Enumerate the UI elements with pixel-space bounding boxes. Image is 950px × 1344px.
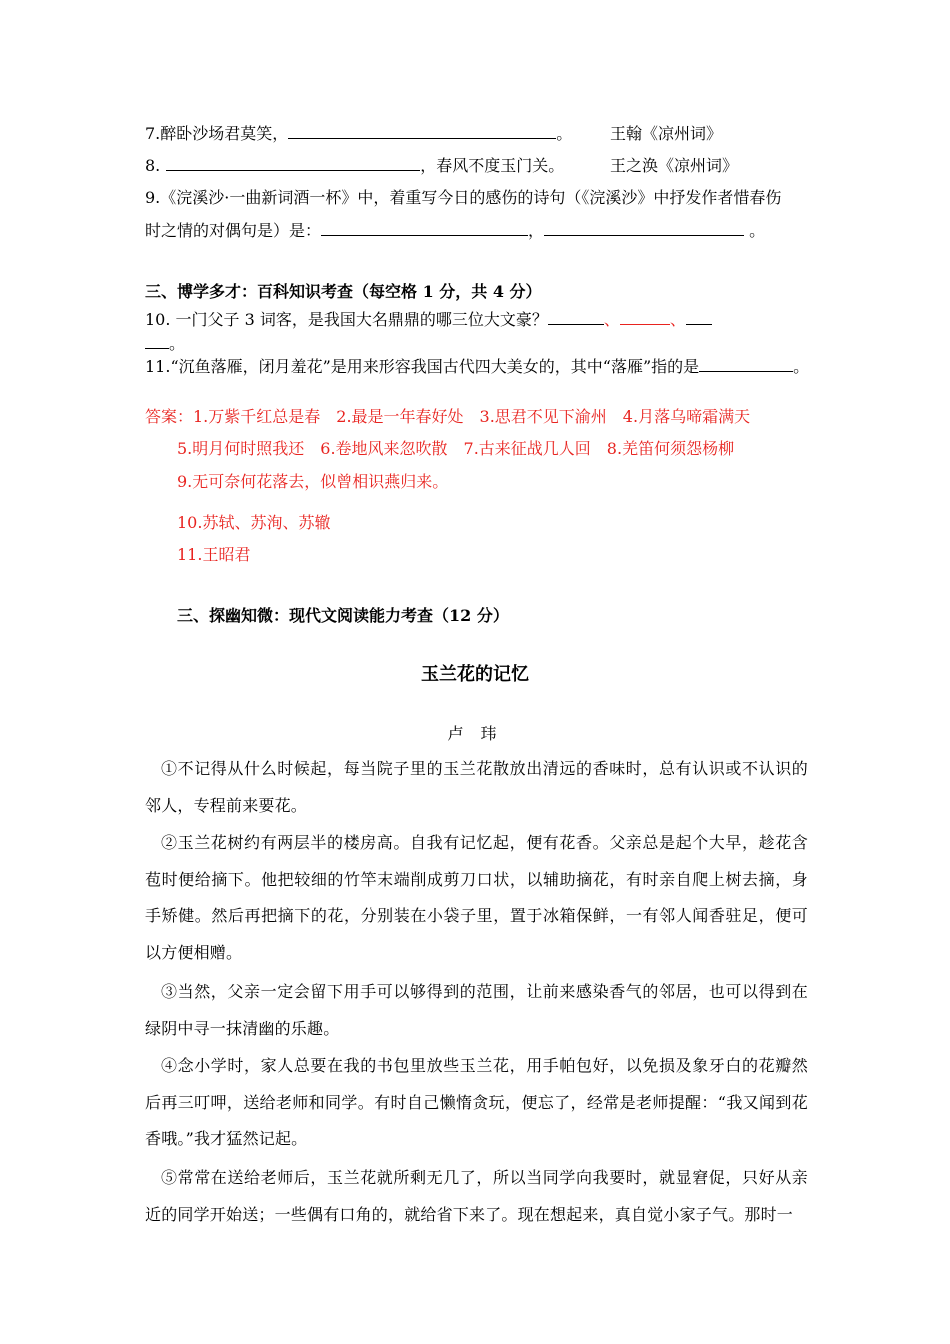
article-paragraph-5: ⑤常常在送给老师后，玉兰花就所剩无几了，所以当同学向我要时，就显窘促，只好从亲近的同学开始送；一些偶有口角的，就给省下来了。现在想起来，真自觉小家子气。那时一 [145, 1168, 808, 1224]
answer-blank[interactable] [166, 155, 420, 171]
article-title: 玉兰花的记忆 [421, 664, 529, 685]
question-9-line-1: 9.《浣溪沙·一曲新词酒一杯》中，着重写今日的感伤的诗句（《浣溪沙》中抒发作者惜春伤 [145, 188, 782, 207]
question-10: 10. 一门父子 3 词客，是我国大名鼎鼎的哪三位大文豪？ 、 、 [145, 309, 712, 331]
question-11: 11.“沉鱼落雁，闭月羞花”是用来形容我国古代四大美女的，其中“落雁”指的是 。 [145, 357, 810, 376]
answer-key-line-2: 5.明月何时照我还 6.卷地风来忽吹散 7.古来征战几人回 8.羌笛何须怨杨柳 [177, 439, 735, 458]
article-author: 卢 玮 [447, 724, 503, 743]
section-heading: 三、探幽知微：现代文阅读能力考查（12 分） [177, 606, 509, 625]
answer-blank[interactable] [686, 309, 712, 325]
article-paragraph-4: ④念小学时，家人总要在我的书包里放些玉兰花，用手帕包好，以免损及象牙白的花瓣然后再三叮呷，送给老师和同学。有时自己懒惰贪玩，便忘了，经常是老师提醒：“我又闻到花香哦。”我才猛然记起。 [145, 1056, 808, 1148]
answer-blank[interactable] [620, 309, 670, 325]
question-7-text: 7.醉卧沙场君莫笑， [145, 124, 289, 143]
article-paragraph-1: ①不记得从什么时候起，每当院子里的玉兰花散放出清远的香味时，总有认识或不认识的邻人，专程前来要花。 [145, 759, 808, 815]
answer-blank[interactable] [321, 220, 528, 236]
question-9-line-2: 时之情的对偶句是）是： ， 。 [145, 221, 766, 240]
answer-blank[interactable] [145, 333, 169, 349]
answer-blank[interactable] [699, 356, 793, 372]
answer-blank[interactable] [288, 123, 556, 139]
answer-key-line-5: 11.王昭君 [177, 545, 251, 564]
answer-blank[interactable] [544, 220, 744, 236]
question-10-cont: 。 [145, 333, 185, 355]
section-heading: 三、博学多才：百科知识考查（每空格 1 分，共 4 分） [145, 282, 542, 301]
answer-key-line-4: 10.苏轼、苏洵、苏辙 [177, 513, 331, 532]
answer-key-line-1: 答案：1.万紫千红总是春 2.最是一年春好处 3.思君不见下渝州 4.月落乌啼霜满天 [145, 407, 751, 426]
article-paragraph-3: ③当然，父亲一定会留下用手可以够得到的范围，让前来感染香气的邻居，也可以得到在绿阴中寻一抹清幽的乐趣。 [145, 982, 808, 1038]
answer-blank[interactable] [548, 309, 604, 325]
question-8: 8. ，春风不度玉门关。 [145, 156, 565, 175]
article-paragraph-2: ②玉兰花树约有两层半的楼房高。自我有记忆起，便有花香。父亲总是起个大早，趁花含苞时便给摘下。他把较细的竹竿末端削成剪刀口状，以辅助摘花，有时亲自爬上树去摘，身手矫健。然后再把摘下的花，分别装在小袋子里，置于冰箱保鲜，一有邻人闻香驻足，便可以方便相赠。 [145, 833, 808, 962]
question-8-text: ，春风不度玉门关。 [420, 156, 565, 175]
question-7: 7.醉卧沙场君莫笑， 。 [145, 124, 573, 143]
question-7-source: 王翰《凉州词》 [610, 124, 723, 143]
answer-key-line-3: 9.无可奈何花落去，似曾相识燕归来。 [177, 472, 449, 491]
question-8-source: 王之涣《凉州词》 [610, 156, 739, 175]
